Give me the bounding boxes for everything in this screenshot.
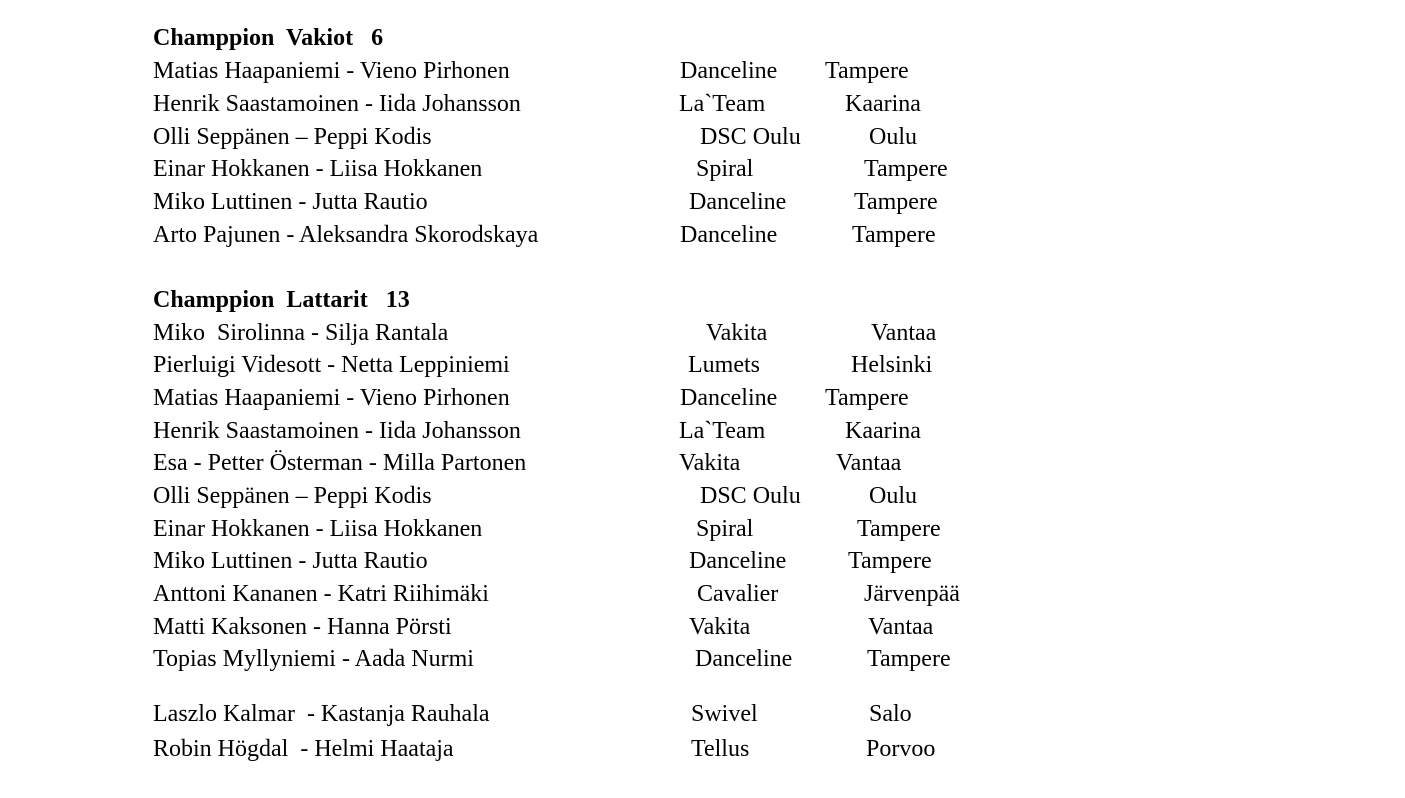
- row-city: Helsinki: [851, 352, 933, 378]
- row-club: Vakita: [689, 614, 751, 640]
- row-city: Tampere: [864, 156, 948, 182]
- row-club: Cavalier: [697, 581, 779, 607]
- row-pair: Esa - Petter Österman - Milla Partonen: [153, 450, 527, 476]
- row-club: Vakita: [706, 320, 768, 346]
- row-club: Danceline: [680, 385, 778, 411]
- row-pair: Einar Hokkanen - Liisa Hokkanen: [153, 516, 483, 542]
- row-pair: Olli Seppänen – Peppi Kodis: [153, 483, 432, 509]
- row-club: Lumets: [688, 352, 760, 378]
- row-city: Järvenpää: [864, 581, 960, 607]
- row-city: Tampere: [848, 548, 932, 574]
- row-pair: Olli Seppänen – Peppi Kodis: [153, 124, 432, 150]
- row-club: Vakita: [679, 450, 741, 476]
- row-city: Oulu: [869, 124, 917, 150]
- row-city: Tampere: [825, 58, 909, 84]
- row-club: La`Team: [679, 418, 766, 444]
- row-club: Swivel: [691, 701, 758, 727]
- row-pair: Miko Luttinen - Jutta Rautio: [153, 189, 428, 215]
- row-club: Danceline: [680, 222, 778, 248]
- row-club: La`Team: [679, 91, 766, 117]
- row-pair: Matias Haapaniemi - Vieno Pirhonen: [153, 385, 510, 411]
- row-pair: Henrik Saastamoinen - Iida Johansson: [153, 91, 521, 117]
- row-pair: Einar Hokkanen - Liisa Hokkanen: [153, 156, 483, 182]
- row-city: Kaarina: [845, 418, 921, 444]
- row-pair: Miko Luttinen - Jutta Rautio: [153, 548, 428, 574]
- row-club: DSC Oulu: [700, 483, 801, 509]
- section-heading-vakiot: Champpion Vakiot 6: [153, 25, 384, 51]
- row-city: Tampere: [857, 516, 941, 542]
- row-city: Kaarina: [845, 91, 921, 117]
- row-pair: Anttoni Kananen - Katri Riihimäki: [153, 581, 489, 607]
- row-pair: Matti Kaksonen - Hanna Pörsti: [153, 614, 452, 640]
- row-club: Danceline: [680, 58, 778, 84]
- row-city: Vantaa: [868, 614, 934, 640]
- row-club: Danceline: [695, 646, 793, 672]
- row-pair: Matias Haapaniemi - Vieno Pirhonen: [153, 58, 510, 84]
- row-city: Tampere: [825, 385, 909, 411]
- row-pair: Miko Sirolinna - Silja Rantala: [153, 320, 449, 346]
- row-city: Salo: [869, 701, 912, 727]
- row-club: Spiral: [696, 516, 754, 542]
- row-city: Vantaa: [836, 450, 902, 476]
- row-club: Danceline: [689, 189, 787, 215]
- row-pair: Henrik Saastamoinen - Iida Johansson: [153, 418, 521, 444]
- row-city: Porvoo: [866, 736, 936, 762]
- row-club: Danceline: [689, 548, 787, 574]
- row-pair: Pierluigi Videsott - Netta Leppiniemi: [153, 352, 510, 378]
- row-city: Vantaa: [871, 320, 937, 346]
- row-city: Oulu: [869, 483, 917, 509]
- row-city: Tampere: [867, 646, 951, 672]
- section-heading-lattarit: Champpion Lattarit 13: [153, 287, 410, 313]
- row-pair: Laszlo Kalmar - Kastanja Rauhala: [153, 701, 490, 727]
- row-pair: Robin Högdal - Helmi Haataja: [153, 736, 454, 762]
- row-club: Spiral: [696, 156, 754, 182]
- row-city: Tampere: [852, 222, 936, 248]
- row-city: Tampere: [854, 189, 938, 215]
- row-pair: Arto Pajunen - Aleksandra Skorodskaya: [153, 222, 539, 248]
- row-club: DSC Oulu: [700, 124, 801, 150]
- row-pair: Topias Myllyniemi - Aada Nurmi: [153, 646, 474, 672]
- row-club: Tellus: [691, 736, 750, 762]
